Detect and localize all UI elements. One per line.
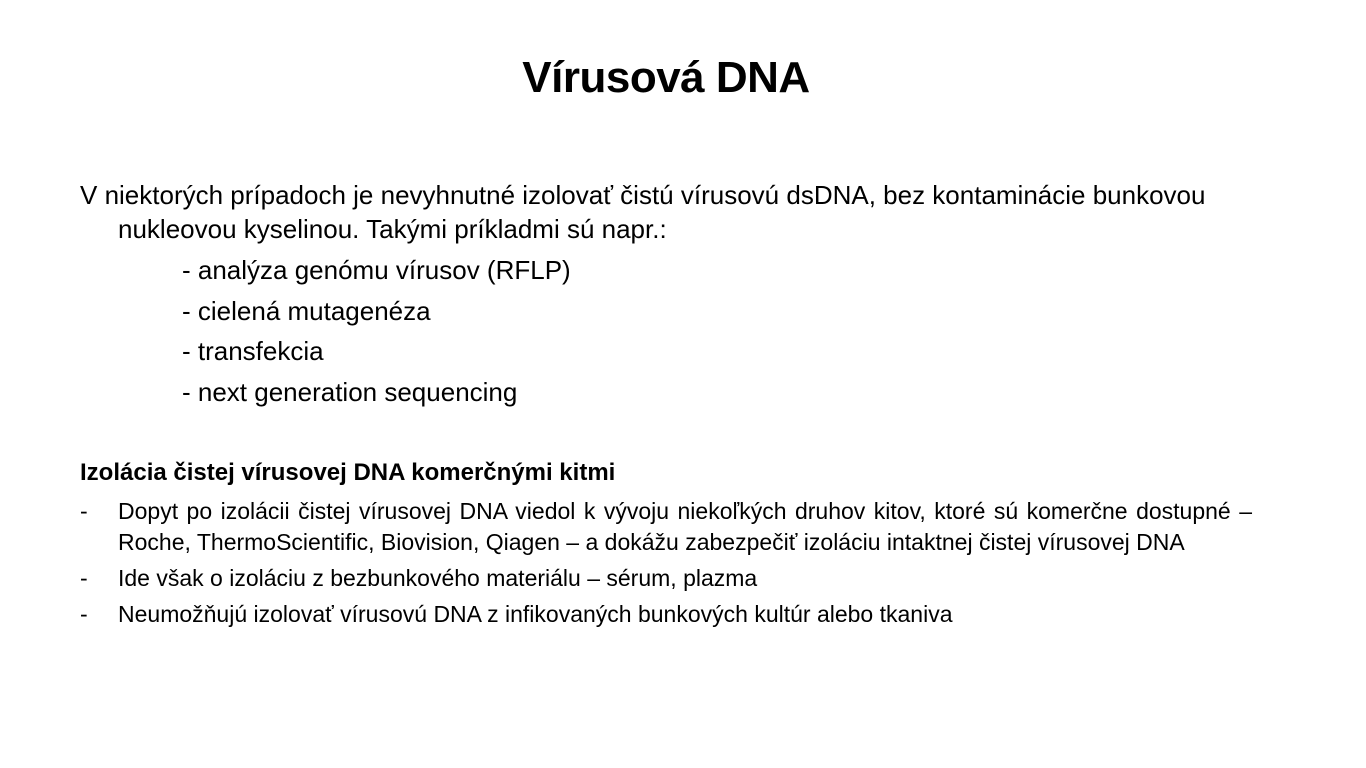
bullet-text: Neumožňujú izolovať vírusovú DNA z infikovaných bunkových kultúr alebo tkaniva [118,601,953,627]
bullet-text: Ide však o izoláciu z bezbunkového materiálu – sérum, plazma [118,565,758,591]
example-item-ngs: - next generation sequencing [182,376,518,407]
bullet-marker: - [80,498,88,524]
example-item-mutagenesis: - cielená mutagenéza [182,295,431,326]
bullet-item-limitation [80,599,1252,630]
examples-list [182,253,1082,415]
section-heading: Izolácia čistej vírusovej DNA komerčnými kitmi [80,459,616,486]
example-item-transfection: - transfekcia [182,336,324,366]
bullet-marker: - [80,601,88,627]
bullet-item-kits [80,496,1252,558]
slide-title: Vírusová DNA [522,53,810,102]
bullet-list [80,496,1252,635]
intro-paragraph: V niektorých prípadoch je nevyhnutné izolovať čistú vírusovú dsDNA, bez kontaminácie bunkovou nukleovou kyselinou. Takými príkladmi sú napr.: [80,180,1206,244]
bullet-item-material [80,563,1252,594]
example-item-rflp: - analýza genómu vírusov (RFLP) [182,255,571,285]
bullet-marker: - [80,565,88,591]
bullet-text: Dopyt po izolácii čistej vírusovej DNA viedol k vývoju niekoľkých druhov kitov, ktoré sú komerčne dostupné – Roche, ThermoScientific, Biovision, Qiagen – a dokážu zabezpečiť izoláciu intaktnej čistej vírusovej DNA [118,498,1252,555]
